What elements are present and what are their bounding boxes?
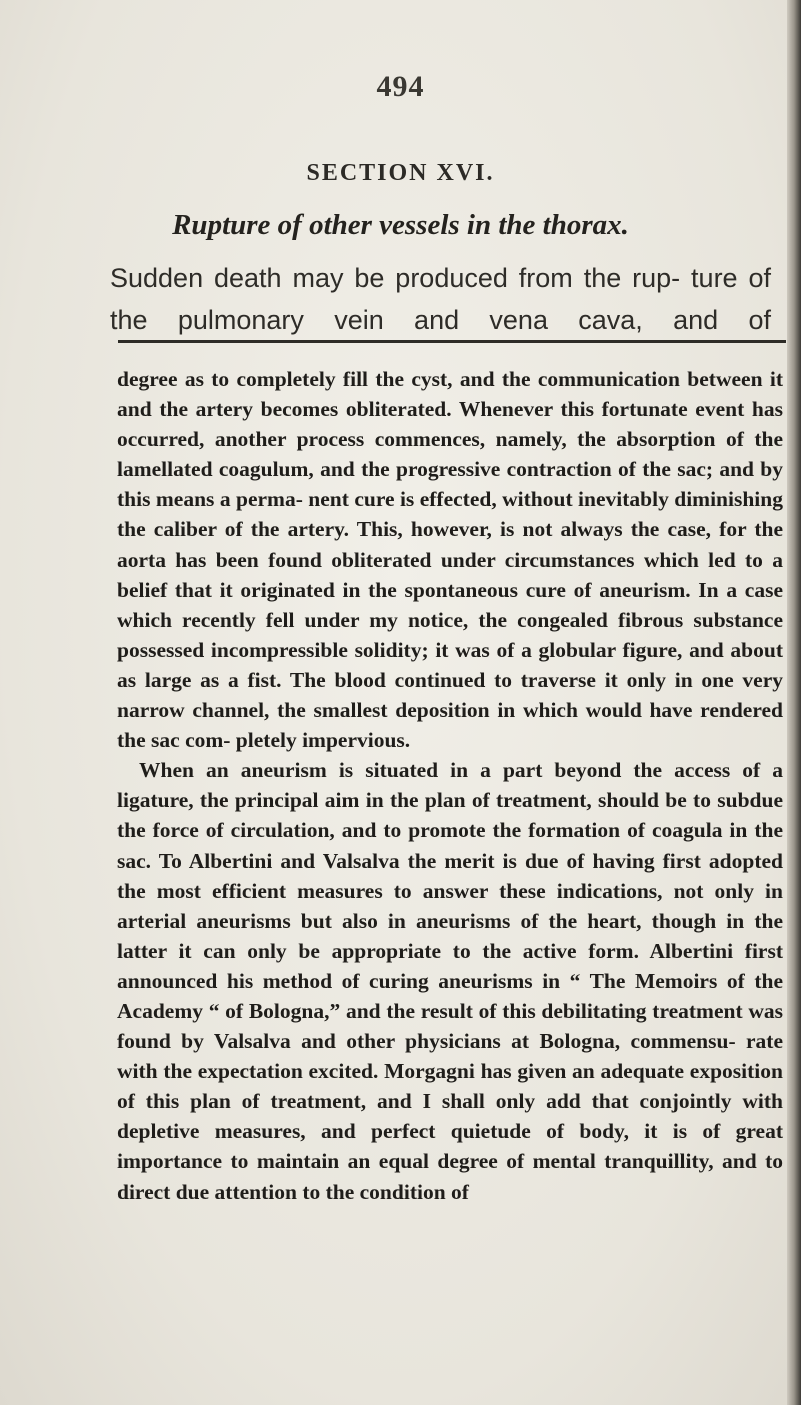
page-fold-divider (118, 340, 786, 343)
section-subtitle: Rupture of other vessels in the thorax. (172, 209, 629, 241)
overlaid-page-section (0, 155, 801, 341)
section-opening-text: Sudden death may be produced from the rup- ture of the pulmonary vein and vena cava, and of (110, 263, 771, 335)
body-paragraph: degree as to completely fill the cyst, and the communication between it and the artery becomes obliterated. Whenever this fortunate event has occurred, another process commences, namely, the absorption of the lamellated coagulum, and the progressive contraction of the sac; and by this means a perma- nent cure is effected, without inevitably diminishing the caliber of the artery. This, however, is not always the case, for the aorta has been found obliterated under circumstances which led to a belief that it originated in the spontaneous cure of aneurism. In a case which recently fell under my notice, the congealed fibrous substance possessed incompressible solidity; it was of a globular figure, and about as large as a fist. The blood continued to traverse it only in one very narrow channel, the smallest deposition in which would have rendered the sac com- pletely impervious. (117, 367, 783, 753)
body-paragraph: When an aneurism is situated in a part beyond the access of a ligature, the principal aim in the plan of treatment, should be to subdue the force of circulation, and to promote the formation of coagula in the sac. To Albertini and Valsalva the merit is due of having first adopted the most efficient measures to answer these indications, not only in arterial aneurisms but also in aneurisms of the heart, though in the latter it can only be appropriate to the active form. Albertini first announced his method of curing aneurisms in “ The Memoirs of the Academy “ of Bologna,” and the result of this debilitating treatment was found by Valsalva and other physicians at Bologna, commensu- rate with the expectation excited. Morgagni has given an adequate exposition of this plan of treatment, and I shall only add that conjointly with depletive measures, and perfect quietude of body, it is of great importance to maintain an equal degree of mental tranquillity, and to direct due attention to the condition of (117, 758, 783, 1204)
page-number: 494 (376, 70, 425, 103)
section-heading: SECTION XVI. (306, 160, 495, 186)
body-text (117, 364, 783, 1207)
